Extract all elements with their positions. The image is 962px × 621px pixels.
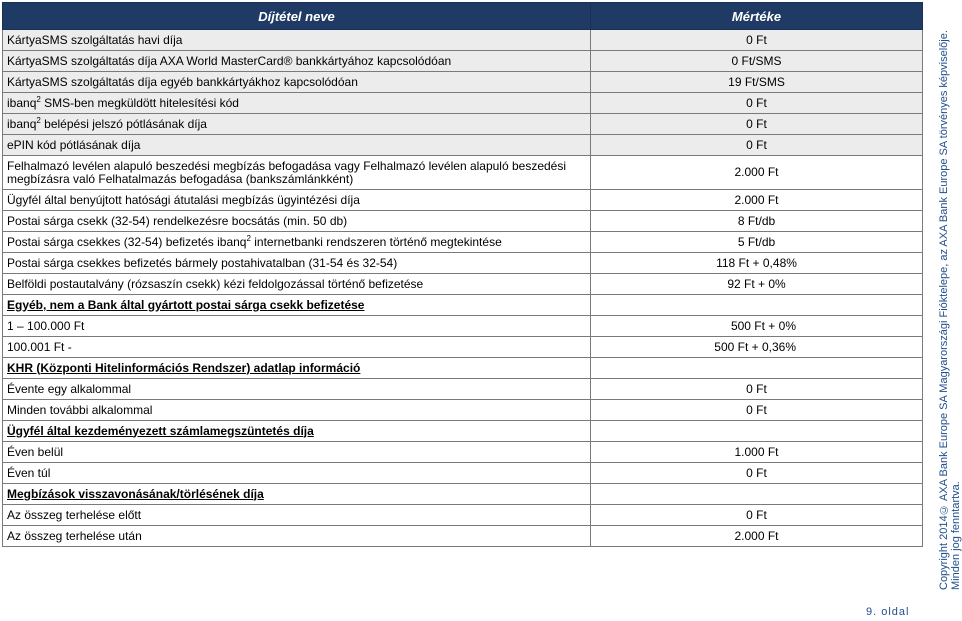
table-row — [3, 72, 923, 93]
table-header-row — [3, 3, 923, 30]
table-row — [3, 484, 923, 505]
fee-value-cell: 0 Ft — [591, 30, 923, 51]
fee-name-text: Postai sárga csekkes (32-54) befizetés ibanq — [7, 234, 247, 249]
fee-name-cell — [3, 358, 591, 379]
fee-name-text: KHR (Központi Hitelinformációs Rendszer) adatlap információ — [7, 360, 361, 375]
fee-name-cell — [3, 295, 591, 316]
header-fee-value: Mértéke — [591, 3, 923, 30]
fee-value-cell: 0 Ft — [591, 463, 923, 484]
table-row — [3, 421, 923, 442]
table-row — [3, 442, 923, 463]
fee-name-cell — [3, 72, 591, 93]
fee-name-cell — [3, 93, 591, 114]
table-row — [3, 358, 923, 379]
fee-name-text: belépési jelszó pótlásának díja — [40, 116, 207, 131]
fee-name-cell — [3, 379, 591, 400]
fee-name-cell — [3, 51, 591, 72]
fee-value-cell — [591, 358, 923, 379]
fee-name-text: Egyéb, nem a Bank által gyártott postai sárga csekk befizetése — [7, 297, 365, 312]
page-number: 9. oldal — [866, 606, 910, 618]
table-row — [3, 400, 923, 421]
fee-name-text: Felhalmazó levélen alapuló beszedési megbízás befogadása vagy Felhalmazó levélen alapuló beszedési megbízásra való Felhatalmazás befogadása (bankszámlánkként) — [7, 158, 567, 186]
fee-name-text: Megbízások visszavonásának/törlésének díja — [7, 486, 264, 501]
table-row — [3, 30, 923, 51]
fee-name-cell — [3, 421, 591, 442]
fee-name-text: Az összeg terhelése után — [7, 528, 142, 543]
table-row — [3, 156, 923, 190]
fee-value-cell: 2.000 Ft — [591, 156, 923, 190]
fee-value-cell: 19 Ft/SMS — [591, 72, 923, 93]
table-row — [3, 51, 923, 72]
fee-name-cell — [3, 253, 591, 274]
fee-name-cell — [3, 400, 591, 421]
fee-value-cell: 500 Ft + 0,36% — [591, 337, 923, 358]
fee-name-cell — [3, 232, 591, 253]
table-row — [3, 463, 923, 484]
fee-name-text: internetbanki rendszeren történő megtekintése — [250, 234, 502, 249]
table-row — [3, 337, 923, 358]
fee-name-cell — [3, 526, 591, 547]
fee-name-cell — [3, 30, 591, 51]
fee-value-cell: 118 Ft + 0,48% — [591, 253, 923, 274]
table-row — [3, 253, 923, 274]
table-row — [3, 316, 923, 337]
fee-name-cell — [3, 274, 591, 295]
fee-value-cell: 8 Ft/db — [591, 211, 923, 232]
fee-value-cell: 5 Ft/db — [591, 232, 923, 253]
fee-name-text: Ügyfél által benyújtott hatósági átutalási megbízás ügyintézési díja — [7, 192, 360, 207]
fee-name-cell — [3, 484, 591, 505]
fee-name-text: Minden további alkalommal — [7, 402, 153, 417]
fee-name-text: Évente egy alkalommal — [7, 381, 132, 396]
table-row — [3, 135, 923, 156]
table-row — [3, 211, 923, 232]
fee-value-cell: 92 Ft + 0% — [591, 274, 923, 295]
fee-table-body — [3, 30, 923, 547]
fee-name-cell — [3, 135, 591, 156]
copyright-notice: Copyright 2014© AXA Bank Europe SA Magyarországi Fióktelepe, az AXA Bank Europe SA törvényes képviselője. Minden jog fenntartva. — [938, 30, 962, 590]
fee-name-text: KártyaSMS szolgáltatás havi díja — [7, 32, 183, 47]
table-row — [3, 232, 923, 253]
table-row — [3, 505, 923, 526]
table-row — [3, 526, 923, 547]
fee-name-cell — [3, 337, 591, 358]
fee-name-text: Éven túl — [7, 465, 51, 480]
fee-name-text: ibanq — [7, 95, 37, 110]
table-row — [3, 190, 923, 211]
table-row — [3, 295, 923, 316]
fee-name-cell — [3, 505, 591, 526]
fee-value-cell: 2.000 Ft — [591, 190, 923, 211]
fee-name-text: KártyaSMS szolgáltatás díja AXA World MasterCard® bankkártyához kapcsolódóan — [7, 53, 452, 68]
fee-value-cell: 0 Ft/SMS — [591, 51, 923, 72]
fee-value-cell — [591, 295, 923, 316]
fee-name-text: Éven belül — [7, 444, 64, 459]
fee-name-text: 100.001 Ft - — [7, 339, 72, 354]
fee-value-cell — [591, 484, 923, 505]
fee-name-cell — [3, 463, 591, 484]
fee-table — [2, 2, 923, 547]
fee-name-text: Postai sárga csekkes befizetés bármely postahivatalban (31-54 és 32-54) — [7, 255, 398, 270]
superscript: 2 — [36, 115, 41, 125]
fee-value-cell: 2.000 Ft — [591, 526, 923, 547]
fee-name-text: Belföldi postautalvány (rózsaszín csekk) kézi feldolgozással történő befizetése — [7, 276, 424, 291]
table-row — [3, 114, 923, 135]
fee-name-cell — [3, 114, 591, 135]
fee-value-cell: 0 Ft — [591, 93, 923, 114]
fee-name-text: ePIN kód pótlásának díja — [7, 137, 141, 152]
fee-value-cell: 0 Ft — [591, 114, 923, 135]
fee-value-cell: 1.000 Ft — [591, 442, 923, 463]
fee-value-cell — [591, 421, 923, 442]
header-fee-name: Díjtétel neve — [3, 3, 591, 30]
fee-name-text: KártyaSMS szolgáltatás díja egyéb bankkártyákhoz kapcsolódóan — [7, 74, 358, 89]
superscript: 2 — [246, 233, 251, 243]
fee-name-cell — [3, 211, 591, 232]
fee-name-cell — [3, 156, 591, 190]
table-row — [3, 93, 923, 114]
superscript: 2 — [36, 94, 41, 104]
fee-name-text: ibanq — [7, 116, 37, 131]
fee-value-cell: 0 Ft — [591, 505, 923, 526]
fee-value-cell: 0 Ft — [591, 135, 923, 156]
fee-name-cell — [3, 442, 591, 463]
fee-name-cell — [3, 190, 591, 211]
table-row — [3, 379, 923, 400]
fee-value-cell: 0 Ft — [591, 379, 923, 400]
fee-value-cell: 500 Ft + 0% — [591, 316, 923, 337]
fee-value-cell: 0 Ft — [591, 400, 923, 421]
table-row — [3, 274, 923, 295]
fee-name-text: Az összeg terhelése előtt — [7, 507, 142, 522]
fee-name-text: 1 – 100.000 Ft — [7, 318, 85, 333]
fee-name-text: Postai sárga csekk (32-54) rendelkezésre bocsátás (min. 50 db) — [7, 213, 348, 228]
fee-name-cell — [3, 316, 591, 337]
fee-name-text: SMS-ben megküldött hitelesítési kód — [40, 95, 239, 110]
fee-name-text: Ügyfél által kezdeményezett számlamegszüntetés díja — [7, 423, 314, 438]
